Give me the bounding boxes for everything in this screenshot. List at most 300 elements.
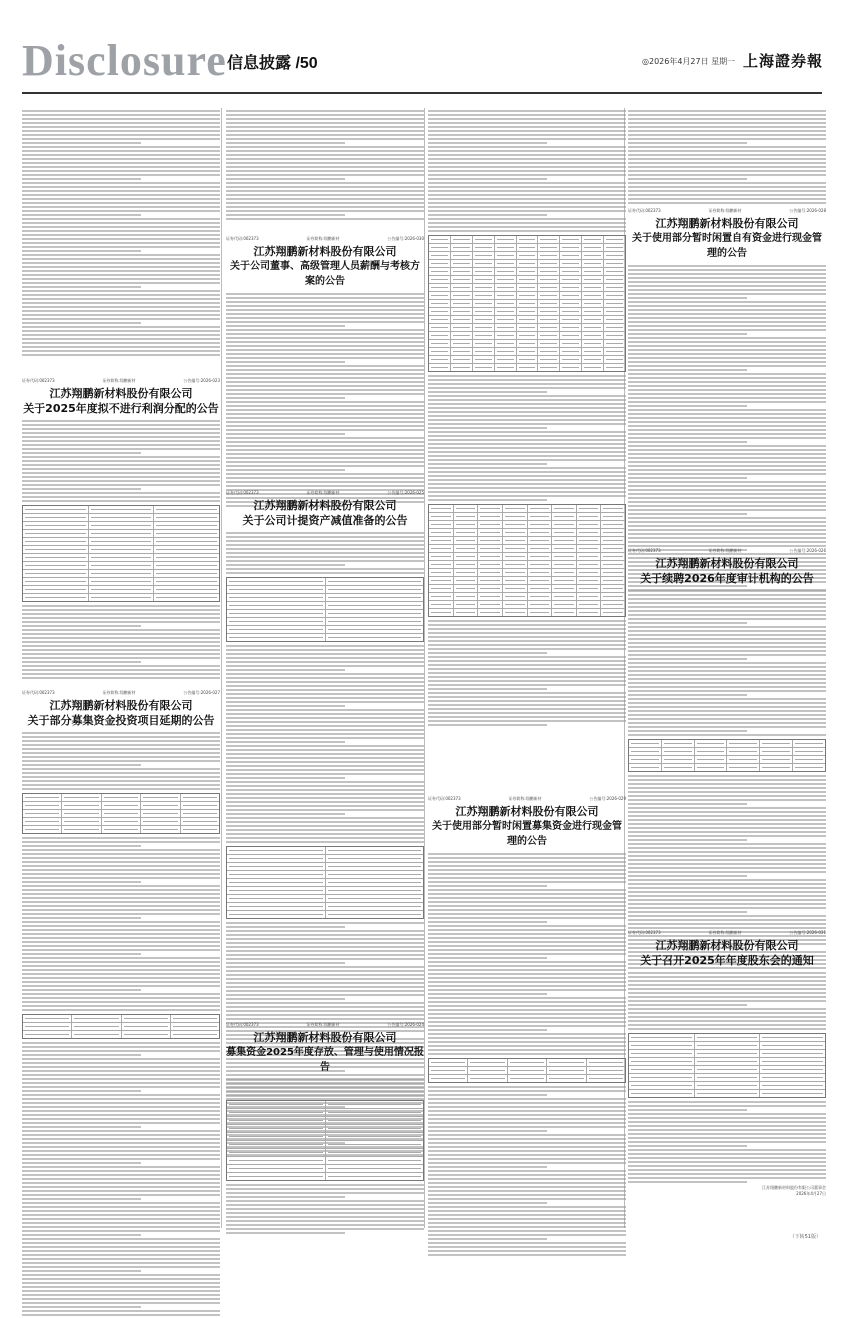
table-cell (560, 252, 582, 259)
table-cell (601, 553, 625, 560)
table-cell (23, 818, 62, 825)
table-cell (577, 593, 602, 600)
table-cell (454, 577, 479, 584)
text-line (628, 1125, 826, 1127)
article-body (628, 972, 826, 1183)
table-cell (102, 810, 141, 817)
text-line (428, 427, 547, 429)
announcement-meta: 证券代码:002373 证券简称:翔鹏新材 公告编号:2026-023 (22, 378, 220, 383)
text-line (628, 638, 826, 640)
text-line (628, 996, 826, 998)
text-line (22, 472, 220, 474)
table-cell (760, 1066, 825, 1073)
text-line (226, 649, 424, 651)
text-line (628, 529, 826, 531)
text-line (22, 949, 220, 951)
table-row (23, 514, 219, 522)
text-line (628, 525, 826, 527)
text-line (628, 682, 826, 684)
text-line (428, 1178, 626, 1180)
table-cell (517, 308, 539, 315)
text-line (226, 540, 424, 542)
article-body (22, 110, 220, 356)
text-line (22, 1198, 141, 1200)
table-cell (429, 537, 454, 544)
table-cell (478, 593, 503, 600)
table-cell (451, 284, 473, 291)
text-line (226, 564, 345, 566)
table-row (629, 1050, 825, 1058)
table-row (227, 879, 423, 887)
text-line (22, 1298, 220, 1300)
text-line (22, 1098, 220, 1100)
table-cell (760, 1090, 825, 1097)
table-cell (695, 748, 728, 755)
table-cell (552, 505, 577, 512)
table-cell (560, 236, 582, 243)
table-cell (451, 356, 473, 363)
text-line (22, 1134, 220, 1136)
text-line (22, 186, 220, 188)
text-line (226, 841, 424, 843)
table-row (629, 1074, 825, 1082)
text-line (22, 633, 220, 635)
table-cell (326, 911, 424, 918)
text-line (226, 693, 424, 695)
text-line (428, 150, 626, 152)
table-cell (478, 545, 503, 552)
table-cell (552, 529, 577, 536)
text-line (22, 488, 141, 490)
text-line (22, 869, 220, 871)
table-cell (227, 887, 326, 894)
text-line (22, 1082, 220, 1084)
text-line (226, 681, 424, 683)
table-row (429, 364, 625, 371)
text-line (22, 428, 220, 430)
text-line (22, 242, 220, 244)
table-cell (89, 538, 155, 545)
text-line (628, 289, 826, 291)
table-cell (227, 1125, 326, 1132)
text-line (628, 1181, 747, 1183)
table-cell (468, 1067, 507, 1074)
text-line (428, 1210, 626, 1212)
text-line (428, 395, 626, 397)
text-line (628, 815, 826, 817)
table-cell (582, 308, 604, 315)
text-line (226, 556, 424, 558)
table-cell (154, 586, 219, 593)
text-line (428, 881, 626, 883)
table-cell (141, 794, 180, 801)
table-cell (227, 871, 326, 878)
table-row (429, 577, 625, 585)
text-line (428, 909, 626, 911)
table-cell (181, 826, 219, 833)
text-line (22, 1246, 220, 1248)
table-cell (478, 505, 503, 512)
table-cell (601, 585, 625, 592)
table-cell (495, 236, 517, 243)
table-cell (326, 594, 424, 601)
table-cell (547, 1075, 586, 1082)
article-body (428, 853, 626, 1256)
text-line (22, 110, 220, 112)
table-cell (154, 562, 219, 569)
text-line (628, 839, 747, 841)
table-row (429, 553, 625, 561)
table-cell (89, 554, 155, 561)
text-line (428, 1242, 626, 1244)
table-cell (473, 236, 495, 243)
text-line (428, 158, 626, 160)
text-line (226, 361, 345, 363)
text-line (628, 405, 747, 407)
table-cell (560, 276, 582, 283)
text-line (226, 341, 424, 343)
table-row (227, 586, 423, 594)
text-line (22, 306, 220, 308)
table-cell (227, 594, 326, 601)
text-line (226, 385, 424, 387)
table-cell (503, 577, 528, 584)
article-body (226, 1079, 424, 1234)
text-line (22, 338, 220, 340)
table-cell (23, 570, 89, 577)
text-line (22, 877, 220, 879)
text-line (22, 456, 220, 458)
table-cell (517, 300, 539, 307)
table-cell (23, 562, 89, 569)
text-line (22, 901, 220, 903)
text-line (428, 1138, 626, 1140)
text-line (22, 933, 220, 935)
text-line (226, 990, 424, 992)
text-line (22, 997, 220, 999)
table-cell (122, 1023, 171, 1030)
text-line (22, 1102, 220, 1104)
table-cell (517, 268, 539, 275)
text-line (628, 317, 826, 319)
table-cell (582, 340, 604, 347)
text-line (628, 190, 826, 192)
text-line (428, 1246, 626, 1248)
text-line (428, 700, 626, 702)
text-line (226, 544, 424, 546)
text-line (428, 1041, 626, 1043)
text-line (628, 843, 826, 845)
table-cell (560, 300, 582, 307)
text-line (428, 668, 626, 670)
announcement-fund-report (226, 1022, 424, 1236)
text-line (428, 1001, 626, 1003)
table-cell (429, 505, 454, 512)
table-cell (473, 260, 495, 267)
table-cell (429, 569, 454, 576)
table-row (23, 810, 219, 818)
text-line (226, 353, 424, 355)
text-line (428, 949, 626, 951)
table-cell (495, 308, 517, 315)
table-cell (601, 577, 625, 584)
table-row (23, 578, 219, 586)
table-cell (560, 340, 582, 347)
text-line (22, 1150, 220, 1152)
table-cell (538, 348, 560, 355)
text-line (226, 733, 424, 735)
table-cell (326, 1149, 424, 1156)
text-line (226, 709, 424, 711)
table-row (429, 308, 625, 316)
text-line (226, 757, 424, 759)
text-line (628, 421, 826, 423)
table-cell (473, 340, 495, 347)
text-line (628, 899, 826, 901)
table-row (429, 529, 625, 537)
text-line (226, 321, 424, 323)
text-line (226, 669, 345, 671)
text-line (628, 694, 747, 696)
table-cell (495, 316, 517, 323)
table-cell (560, 364, 582, 371)
text-line (628, 533, 826, 535)
table-cell (662, 748, 695, 755)
text-line (628, 1028, 826, 1030)
table-cell (629, 1082, 695, 1089)
continued-note: （下转51版） (789, 1234, 821, 1240)
text-line (628, 461, 826, 463)
table-cell (587, 1067, 625, 1074)
text-line (628, 329, 826, 331)
text-line (628, 473, 826, 475)
table-cell (552, 585, 577, 592)
text-line (226, 1010, 424, 1012)
text-line (22, 861, 220, 863)
text-line (226, 536, 424, 538)
table-cell (429, 1075, 468, 1082)
table-cell (478, 577, 503, 584)
text-line (226, 477, 424, 479)
table-cell (227, 610, 326, 617)
text-line (22, 921, 220, 923)
table-row (23, 1023, 219, 1031)
announcement-meta: 证券代码:002373 证券简称:翔鹏新材 公告编号:2026-030 (226, 236, 424, 241)
table-cell (227, 863, 326, 870)
text-line (226, 1228, 424, 1230)
table-cell (478, 585, 503, 592)
table-row (23, 794, 219, 802)
text-line (22, 134, 220, 136)
table-cell (227, 1165, 326, 1172)
text-line (226, 333, 424, 335)
text-line (226, 389, 424, 391)
text-line (226, 377, 424, 379)
table-row (227, 855, 423, 863)
text-line (628, 1101, 826, 1103)
table-row (227, 887, 423, 895)
table-cell (604, 236, 625, 243)
table-cell (695, 1074, 761, 1081)
text-line (628, 493, 826, 495)
table-cell (227, 847, 326, 854)
text-line (226, 114, 424, 116)
text-line (22, 294, 220, 296)
text-line (428, 403, 626, 405)
text-line (428, 447, 626, 449)
text-line (22, 649, 220, 651)
text-line (226, 741, 345, 743)
text-line (226, 982, 424, 984)
text-line (22, 657, 220, 659)
table-cell (552, 545, 577, 552)
table-cell (604, 244, 625, 251)
text-line (22, 776, 220, 778)
table-row (23, 586, 219, 594)
text-line (22, 609, 220, 611)
text-line (226, 942, 424, 944)
text-line (22, 1190, 220, 1192)
text-line (428, 1206, 626, 1208)
text-line (628, 787, 826, 789)
text-line (628, 162, 826, 164)
data-table (628, 739, 826, 772)
text-line (226, 821, 424, 823)
table-cell (552, 537, 577, 544)
text-line (22, 989, 141, 991)
text-line (22, 841, 220, 843)
text-line (226, 958, 424, 960)
text-line (22, 1202, 220, 1204)
text-line (628, 819, 826, 821)
text-line (428, 483, 626, 485)
text-line (628, 1157, 826, 1159)
text-line (428, 1025, 626, 1027)
table-cell (429, 356, 451, 363)
text-line (226, 809, 424, 811)
text-line (22, 1146, 220, 1148)
table-cell (604, 340, 625, 347)
text-line (226, 785, 424, 787)
text-line (428, 214, 547, 216)
table-row (227, 602, 423, 610)
text-line (22, 436, 220, 438)
table-cell (503, 569, 528, 576)
table-cell (508, 1067, 547, 1074)
text-line (628, 630, 826, 632)
text-line (22, 744, 220, 746)
text-line (226, 297, 424, 299)
table-cell (23, 530, 89, 537)
text-line (628, 409, 826, 411)
announcement-raised-fund-management (428, 796, 626, 1258)
table-cell (577, 529, 602, 536)
text-line (428, 166, 626, 168)
table-cell (601, 513, 625, 520)
data-table (22, 1014, 220, 1039)
announcement-meta: 证券代码:002373 证券简称:翔鹏新材 公告编号:2026-028 (628, 208, 826, 213)
text-line (226, 685, 424, 687)
table-cell (429, 252, 451, 259)
table-row (227, 610, 423, 618)
text-line (428, 379, 626, 381)
column-4 (628, 110, 826, 206)
table-row (429, 356, 625, 364)
text-line (226, 1083, 424, 1085)
table-cell (560, 292, 582, 299)
text-line (22, 617, 220, 619)
text-line (22, 760, 220, 762)
text-line (428, 997, 626, 999)
text-line (428, 620, 626, 622)
text-line (22, 1294, 220, 1296)
text-line (226, 962, 345, 964)
text-line (22, 973, 220, 975)
text-line (628, 718, 826, 720)
text-line (428, 1182, 626, 1184)
text-line (428, 913, 626, 915)
table-cell (538, 260, 560, 267)
text-line (628, 879, 826, 881)
text-line (628, 381, 826, 383)
text-line (22, 1258, 220, 1260)
text-line (428, 977, 626, 979)
table-cell (227, 618, 326, 625)
table-cell (629, 1034, 695, 1041)
table-cell (227, 895, 326, 902)
text-line (22, 258, 220, 260)
text-line (428, 138, 626, 140)
text-line (226, 118, 424, 120)
table-cell (629, 1058, 695, 1065)
text-line (428, 1150, 626, 1152)
text-line (628, 118, 826, 120)
announcement-profit-distribution (22, 378, 220, 681)
text-line (226, 572, 424, 574)
text-line (22, 893, 220, 895)
table-cell (89, 578, 155, 585)
table-cell (154, 546, 219, 553)
article-body (628, 265, 826, 591)
text-line (22, 1094, 220, 1096)
text-line (226, 930, 424, 932)
table-cell (528, 553, 553, 560)
table-cell (695, 1082, 761, 1089)
text-line (22, 1274, 220, 1276)
text-line (628, 602, 826, 604)
section-title: 信息披露 /50 (227, 55, 318, 72)
text-line (22, 1106, 220, 1108)
text-line (22, 977, 220, 979)
table-cell (538, 308, 560, 315)
text-line (22, 318, 220, 320)
text-line (22, 605, 220, 607)
text-line (22, 114, 220, 116)
table-row (429, 601, 625, 609)
text-line (428, 873, 626, 875)
table-row (429, 521, 625, 529)
text-line (22, 1110, 220, 1112)
text-line (22, 661, 141, 663)
table-cell (454, 545, 479, 552)
table-cell (495, 340, 517, 347)
text-line (22, 496, 220, 498)
table-cell (326, 586, 424, 593)
table-row (227, 1109, 423, 1117)
text-line (22, 440, 220, 442)
text-line (628, 437, 826, 439)
text-line (628, 654, 826, 656)
